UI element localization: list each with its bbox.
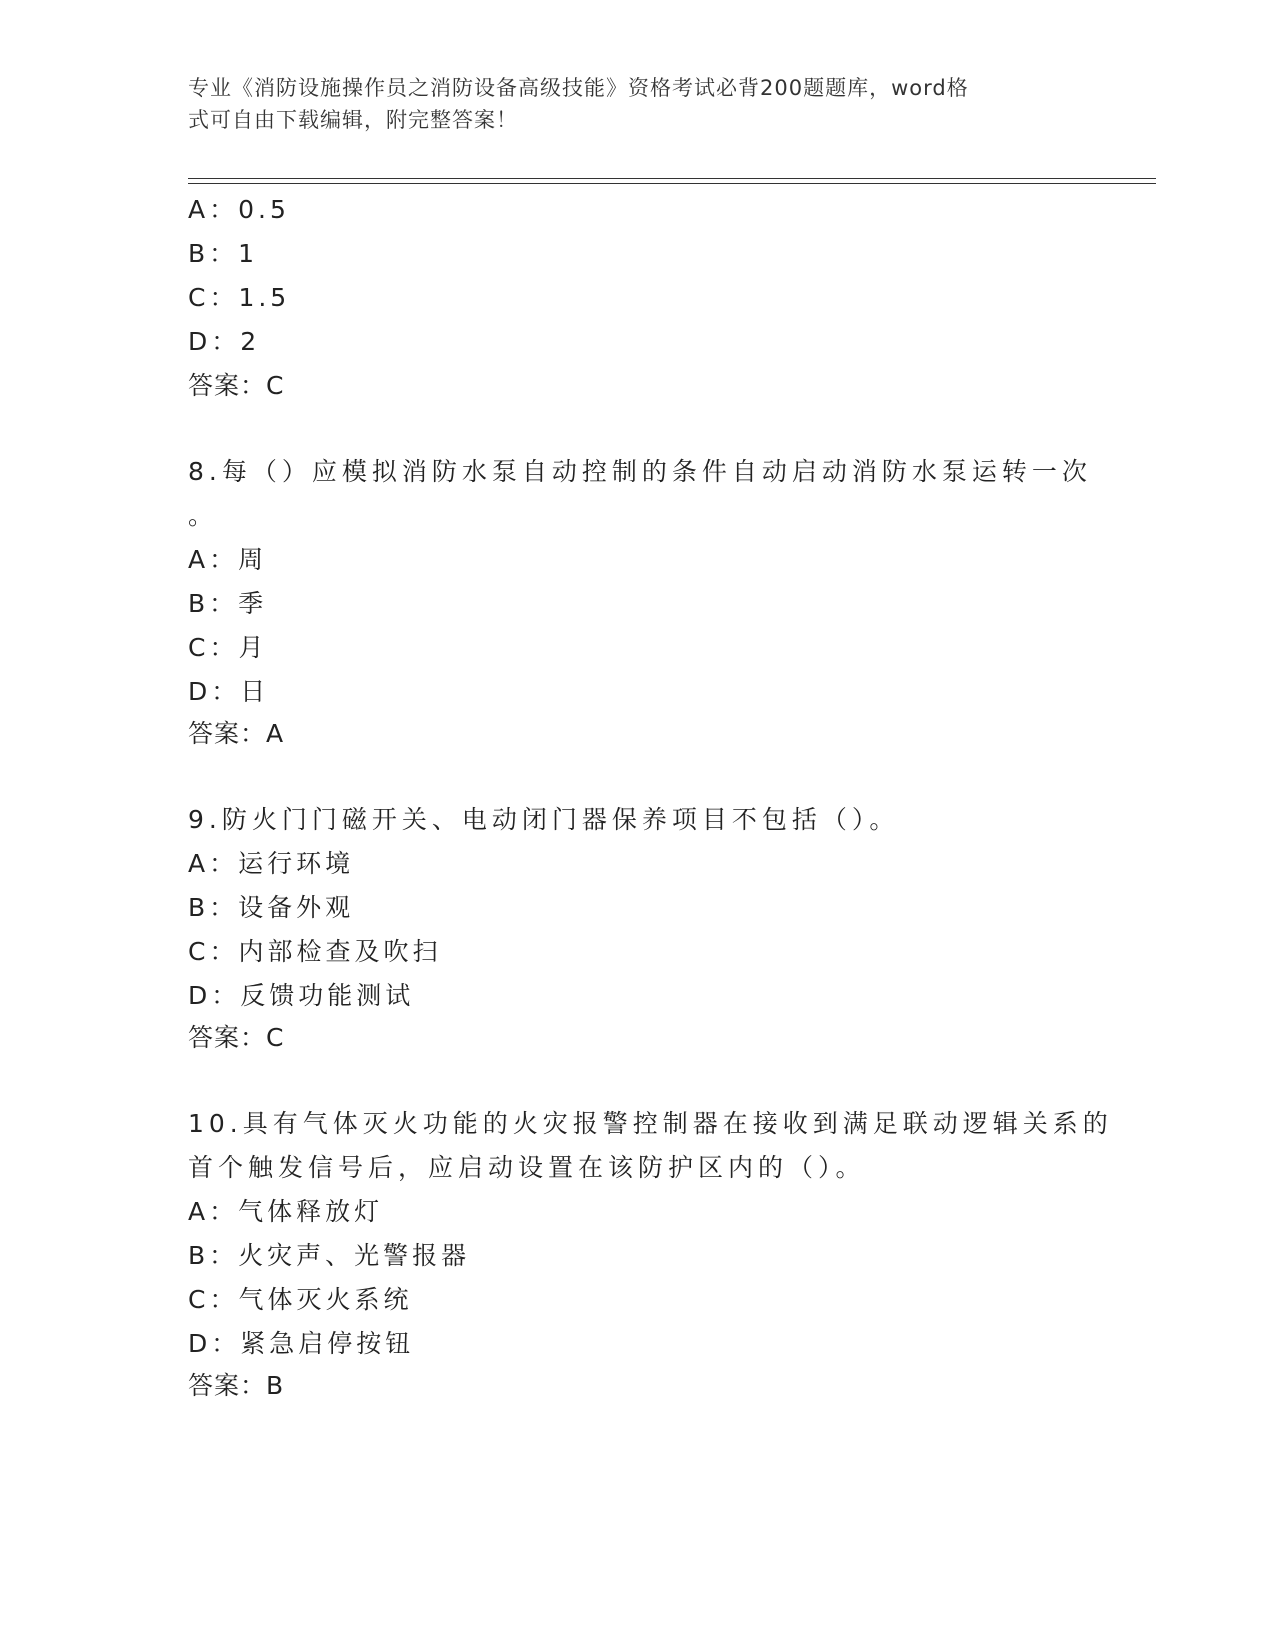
- q9-question-line-1: 9.防火门门磁开关、电动闭门器保养项目不包括（）。: [188, 805, 900, 834]
- q7-option-b: B：1: [188, 239, 259, 268]
- q7-option-d: D：2: [188, 327, 261, 356]
- q10-option-a: A：气体释放灯: [188, 1197, 384, 1226]
- q7-option-a: A：0.5: [188, 195, 290, 224]
- header-divider-bottom: [188, 183, 1156, 184]
- q9-option-d: D：反馈功能测试: [188, 981, 415, 1010]
- q10-option-c: C：气体灭火系统: [188, 1285, 413, 1314]
- q8-option-b: B：季: [188, 589, 268, 618]
- q8-option-a: A：周: [188, 545, 268, 574]
- q8-question-line-1: 8.每（）应模拟消防水泵自动控制的条件自动启动消防水泵运转一次: [188, 457, 1092, 486]
- q9-option-a: A：运行环境: [188, 849, 355, 878]
- q9-option-b: B：设备外观: [188, 893, 355, 922]
- q8-option-d: D：日: [188, 677, 270, 706]
- q10-option-b: B：火灾声、光警报器: [188, 1241, 471, 1270]
- q8-question-line-2: 。: [188, 501, 219, 530]
- q7-option-c: C：1.5: [188, 283, 291, 312]
- header-divider-top: [188, 178, 1156, 179]
- document-header: [188, 72, 1068, 136]
- q9-answer: 答案：C: [188, 1023, 285, 1052]
- q7-answer: 答案：C: [188, 371, 285, 400]
- q10-option-d: D：紧急启停按钮: [188, 1329, 415, 1358]
- header-line-2: 式可自由下载编辑，附完整答案！: [188, 108, 518, 132]
- q10-question-line-1: 10.具有气体灭火功能的火灾报警控制器在接收到满足联动逻辑关系的: [188, 1109, 1113, 1138]
- header-line-1: 专业《消防设施操作员之消防设备高级技能》资格考试必背200题题库，word格: [188, 76, 969, 100]
- q9-option-c: C：内部检查及吹扫: [188, 937, 442, 966]
- q8-option-c: C：月: [188, 633, 268, 662]
- q10-answer: 答案：B: [188, 1371, 285, 1400]
- q8-answer: 答案：A: [188, 719, 285, 748]
- q10-question-line-2: 首个触发信号后，应启动设置在该防护区内的（）。: [188, 1153, 866, 1182]
